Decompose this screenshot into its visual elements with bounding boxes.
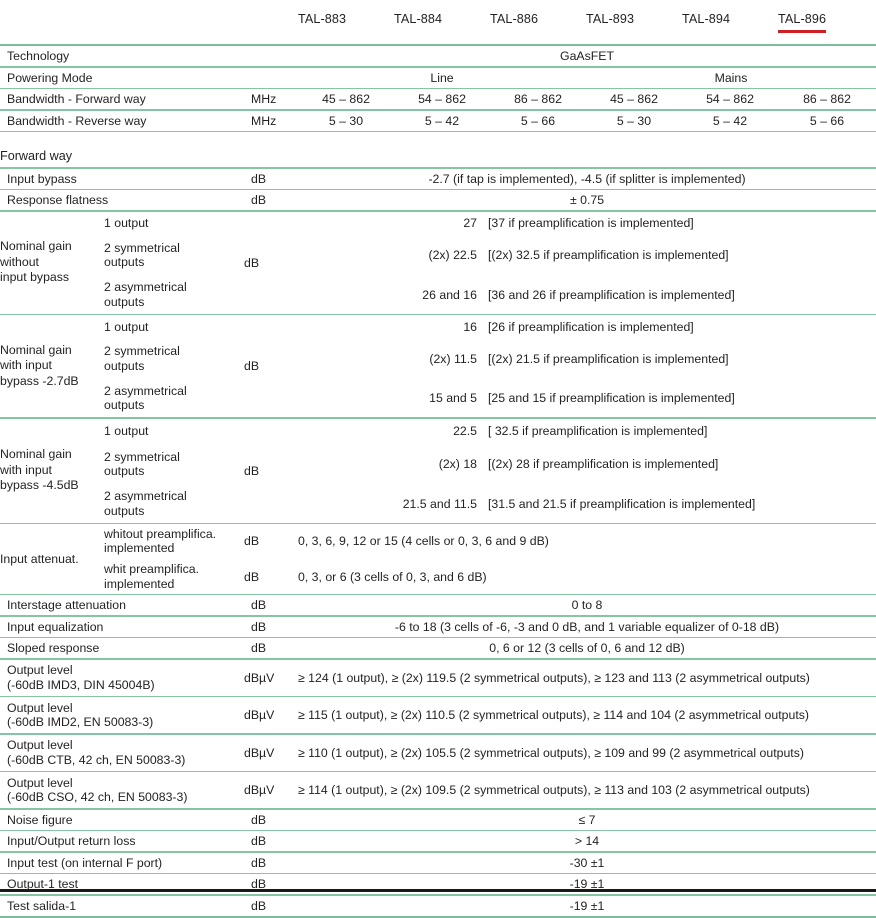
cell-value: 54 – 862 [706, 92, 754, 106]
sub-label: 2 asymmetrical outputs [104, 280, 187, 309]
model-header-tal-886[interactable] [490, 0, 586, 44]
row-value: 0, 3, or 6 (3 cells of 0, 3, and 6 dB) [298, 569, 487, 584]
gain-value-cell [298, 276, 876, 314]
model-header-tal-896-selected[interactable] [778, 0, 876, 44]
table-row-input-attenuation-with-preamp [0, 560, 876, 594]
table-row-input-attenuation-without-preamp [0, 524, 876, 558]
row-sublabel [104, 169, 244, 189]
gain-number: (2x) 11.5 [429, 351, 477, 366]
row-unit [244, 68, 298, 88]
row-unit: dB [251, 834, 267, 848]
table-row-input-equalization [0, 617, 876, 637]
table-row-noise-figure [0, 810, 876, 830]
gain-number: 27 [463, 216, 477, 230]
section-gap [0, 132, 876, 145]
row-value: 0, 6 or 12 (3 cells of 0, 6 and 12 dB) [489, 641, 685, 655]
row-label: Powering Mode [7, 70, 93, 85]
row-value: > 14 [574, 834, 600, 848]
row-label: Test salida-1 [7, 898, 77, 913]
gain-note: [37 if preamplification is implemented] [488, 216, 694, 230]
gain-value-cell [298, 315, 876, 338]
row-value: GaAsFET [560, 49, 614, 63]
row-unit: dBµV [244, 708, 275, 722]
sub-label: 2 asymmetrical outputs [104, 489, 187, 518]
row-label: Bandwidth - Reverse way [7, 113, 147, 128]
row-unit: dB [251, 877, 267, 891]
row-label [0, 660, 244, 696]
row-label: Input equalization [7, 619, 104, 634]
table-row-powering-mode [0, 68, 876, 88]
model-label: TAL-896 [778, 11, 827, 26]
model-label: TAL-884 [394, 11, 443, 26]
sub-label-line: implemented [104, 576, 175, 591]
group-label-nominal-gain-bypass-45 [0, 419, 104, 523]
table-row-interstage-attenuation [0, 595, 876, 615]
gain-note: [26 if preamplification is implemented] [488, 319, 694, 334]
sub-label [104, 524, 244, 558]
row-unit: dB [251, 619, 267, 634]
row-unit: dB [244, 534, 260, 548]
row-label: Sloped response [7, 641, 100, 655]
row-value: ≥ 114 (1 output), ≥ (2x) 109.5 (2 symmetrical outputs), ≥ 113 and 103 (2 asymmetrical outputs) [298, 783, 810, 797]
label-line: Nominal gain [0, 239, 72, 254]
row-unit [244, 46, 298, 66]
row-unit: dBµV [244, 670, 275, 685]
label-line: (-60dB IMD2, EN 50083-3) [7, 715, 154, 729]
sub-label: 1 output [104, 216, 149, 230]
label-line: (-60dB CSO, 42 ch, EN 50083-3) [7, 790, 188, 804]
table-row-output-level-imd3 [0, 660, 876, 696]
gain-note: [25 and 15 if preamplification is implemented] [488, 391, 735, 405]
gain-value-cell [298, 445, 876, 483]
group-unit: dB [244, 463, 260, 478]
sub-label: 1 output [104, 319, 149, 334]
sub-label: 2 symmetrical outputs [104, 449, 180, 478]
table-row-test-salida1 [0, 896, 876, 916]
row-value: ≥ 124 (1 output), ≥ (2x) 119.5 (2 symmetrical outputs), ≥ 123 and 113 (2 asymmetrical outputs) [298, 670, 810, 685]
label-line: Output level [7, 738, 73, 752]
model-label: TAL-886 [490, 11, 539, 26]
table-header-row [0, 0, 876, 44]
cell-value: 5 – 30 [328, 113, 364, 128]
gain-number: 15 and 5 [429, 391, 477, 405]
row-label: Noise figure [7, 812, 73, 827]
row-unit: dB [251, 598, 267, 612]
section-header-forward-way [0, 145, 876, 167]
cell-value: 54 – 862 [418, 92, 466, 106]
sub-label: 2 symmetrical outputs [104, 344, 180, 373]
row-label: Output-1 test [7, 877, 79, 891]
table-row-nominal-gain-bypass-45-2-sym [0, 445, 876, 483]
cell-value: 5 – 42 [712, 113, 748, 128]
gain-value-cell [298, 419, 876, 444]
row-unit: dB [251, 898, 267, 913]
gain-number: 21.5 and 11.5 [402, 496, 477, 511]
powering-value-line: Line [430, 70, 454, 85]
table-row-sloped-response [0, 638, 876, 658]
row-value: -6 to 18 (3 cells of -6, -3 and 0 dB, and 1 variable equalizer of 0-18 dB) [394, 619, 780, 634]
model-header-tal-884[interactable] [394, 0, 490, 44]
model-label: TAL-893 [586, 11, 635, 26]
row-unit: dBµV [244, 745, 275, 760]
row-value: -2.7 (if tap is implemented), -4.5 (if splitter is implemented) [428, 171, 746, 186]
group-unit: dB [244, 359, 260, 373]
selected-model-underline [778, 30, 826, 33]
model-label: TAL-883 [298, 11, 347, 26]
sub-label: 2 symmetrical outputs [104, 240, 180, 269]
label-line: bypass -2.7dB [0, 373, 79, 388]
table-row-nominal-gain-bypass-27-2-sym [0, 340, 876, 378]
label-line: Output level [7, 663, 73, 677]
gain-value-cell [298, 379, 876, 417]
model-header-tal-893[interactable] [586, 0, 682, 44]
cell-value: 5 – 30 [616, 113, 652, 128]
gain-note: [31.5 and 21.5 if preamplification is implemented] [488, 496, 756, 511]
row-label: Input test (on internal F port) [7, 855, 163, 870]
row-sublabel [104, 68, 244, 88]
label-line: Nominal gain [0, 342, 72, 357]
table-row-nominal-gain-no-bypass-2-sym [0, 236, 876, 274]
row-value: 0 to 8 [571, 598, 603, 612]
label-line: Output level [7, 700, 73, 715]
table-row-output1-test [0, 874, 876, 894]
label-line: with input [0, 462, 52, 477]
row-label [0, 735, 244, 771]
gain-number: 22.5 [453, 424, 477, 438]
sub-label-line: whitout preamplifica. [104, 526, 217, 541]
row-unit: MHz [251, 92, 277, 106]
gain-number: (2x) 18 [438, 457, 477, 471]
table-row-nominal-gain-bypass-27-1-output [0, 315, 876, 338]
cell-value: 5 – 66 [520, 113, 556, 128]
section-title-text: Forward way [0, 149, 73, 163]
gain-note: [(2x) 28 if preamplification is implemented] [488, 457, 719, 471]
gain-value-cell [298, 485, 876, 523]
gain-note: [(2x) 21.5 if preamplification is implemented] [488, 351, 729, 366]
table-row-input-bypass [0, 169, 876, 189]
row-unit: dB [251, 855, 267, 870]
row-label: Input bypass [7, 171, 77, 186]
gain-number: (2x) 22.5 [428, 248, 477, 262]
row-label: Input/Output return loss [7, 834, 136, 848]
sub-label: 1 output [104, 424, 149, 438]
sub-label [104, 560, 244, 594]
table-row-technology [0, 46, 876, 66]
model-header-tal-894[interactable] [682, 0, 778, 44]
row-label [0, 772, 244, 808]
table-row-input-test [0, 853, 876, 873]
header-spacer [0, 0, 298, 44]
model-header-tal-883[interactable] [298, 0, 394, 44]
sub-label: 2 asymmetrical outputs [104, 383, 187, 412]
row-label: Bandwidth - Forward way [7, 92, 146, 106]
row-label: Response flatness [7, 193, 109, 207]
row-label: Technology [7, 49, 70, 63]
group-label-nominal-gain-bypass-27 [0, 315, 104, 417]
gain-note: [ 32.5 if preamplification is implemented] [488, 424, 708, 438]
table-row-nominal-gain-bypass-45-2-asym [0, 485, 876, 523]
table-row-output-level-ctb [0, 735, 876, 771]
table-row-bandwidth-forward [0, 89, 876, 109]
table-row-nominal-gain-no-bypass-1-output [0, 212, 876, 235]
label-line: Output level [7, 775, 73, 790]
table-row-nominal-gain-bypass-27-2-asym [0, 379, 876, 417]
row-unit: MHz [251, 113, 277, 128]
row-value: -30 ±1 [569, 855, 605, 870]
table-row-output-level-imd2 [0, 697, 876, 733]
table-row-output-level-cso [0, 772, 876, 808]
table-row-nominal-gain-bypass-45-1-output [0, 419, 876, 444]
group-unit: dB [244, 255, 260, 270]
cell-value: 5 – 42 [424, 113, 460, 128]
model-label: TAL-894 [682, 11, 731, 26]
gain-note: [(2x) 32.5 if preamplification is implemented] [488, 248, 729, 262]
row-value: ± 0.75 [569, 193, 605, 207]
table-row-response-flatness [0, 190, 876, 210]
gain-value-cell [298, 212, 876, 235]
table-row-return-loss [0, 831, 876, 851]
gain-number: 26 and 16 [422, 287, 477, 302]
row-value: ≤ 7 [578, 812, 596, 827]
label-line: without [0, 254, 39, 269]
gain-value-cell [298, 236, 876, 274]
row-unit: dB [251, 193, 267, 207]
row-sublabel [104, 190, 244, 210]
row-value: 0, 3, 6, 9, 12 or 15 (4 cells or 0, 3, 6 and 9 dB) [298, 534, 549, 548]
row-unit: dB [251, 171, 267, 186]
row-value: -19 ±1 [569, 877, 605, 891]
cell-value: 5 – 66 [809, 113, 845, 128]
row-unit: dB [244, 569, 260, 584]
row-value: -19 ±1 [569, 898, 605, 913]
powering-value-mains: Mains [714, 70, 748, 85]
group-label-input-attenuation: Input attenuat. [0, 551, 79, 566]
cell-value: 86 – 862 [803, 92, 851, 106]
cell-value: 45 – 862 [610, 92, 658, 106]
rule [0, 916, 876, 918]
row-unit: dB [251, 812, 267, 827]
gain-value-cell [298, 340, 876, 378]
label-line: input bypass [0, 270, 70, 285]
row-unit: dBµV [244, 783, 275, 797]
gain-number: 16 [463, 319, 477, 334]
gain-note: [36 and 26 if preamplification is implemented] [488, 287, 735, 302]
label-line: Nominal gain [0, 447, 72, 462]
row-sublabel [104, 46, 244, 66]
row-value: ≥ 110 (1 output), ≥ (2x) 105.5 (2 symmetrical outputs), ≥ 109 and 99 (2 asymmetrical outputs) [298, 745, 804, 760]
label-line: (-60dB CTB, 42 ch, EN 50083-3) [7, 752, 186, 767]
row-unit: dB [251, 641, 267, 655]
label-line: bypass -4.5dB [0, 478, 79, 493]
row-label [0, 697, 244, 733]
sub-label-line: implemented [104, 541, 175, 555]
cell-value: 45 – 862 [322, 92, 370, 106]
row-value: ≥ 115 (1 output), ≥ (2x) 110.5 (2 symmetrical outputs), ≥ 114 and 104 (2 asymmetrical outputs) [298, 708, 809, 722]
label-line: (-60dB IMD3, DIN 45004B) [7, 677, 155, 692]
cell-value: 86 – 862 [514, 92, 562, 106]
table-row-nominal-gain-no-bypass-2-asym [0, 276, 876, 314]
sub-label-line: whit preamplifica. [104, 562, 199, 576]
table-row-bandwidth-reverse [0, 111, 876, 131]
label-line: with input [0, 358, 52, 373]
group-label-nominal-gain-no-bypass [0, 212, 104, 314]
row-label: Interstage attenuation [7, 598, 126, 612]
